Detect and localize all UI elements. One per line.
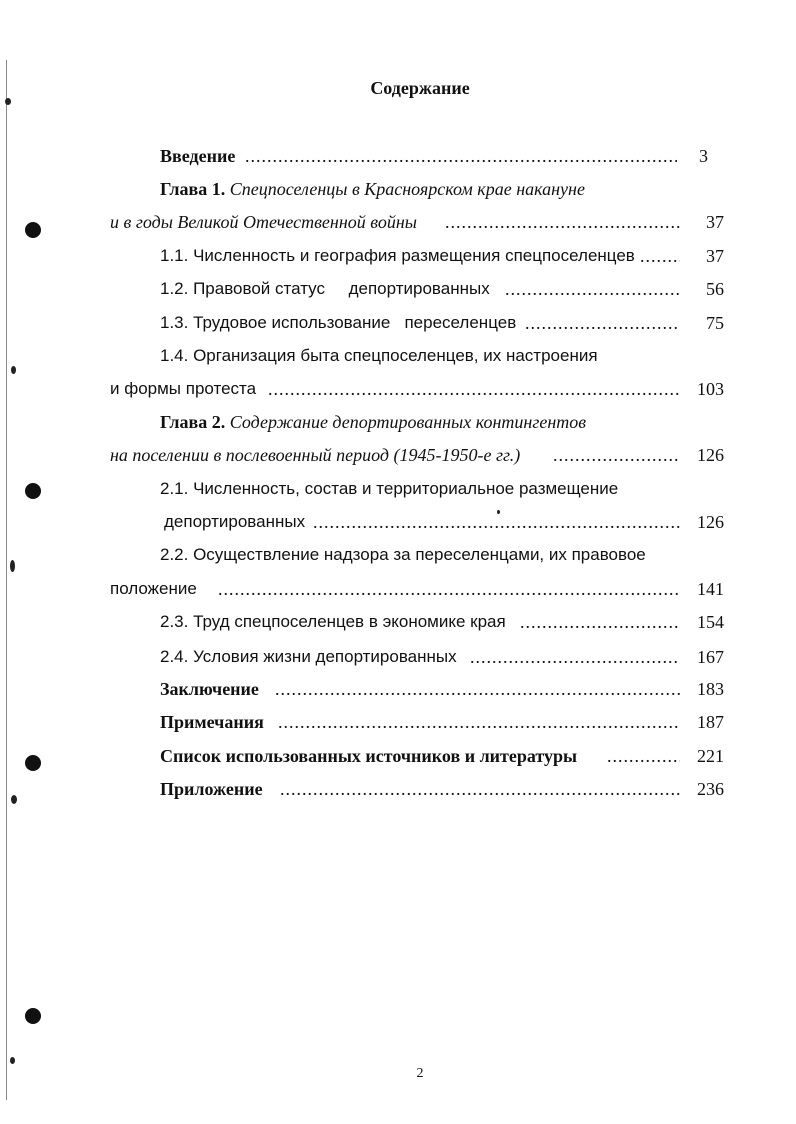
toc-leader-dots bbox=[445, 210, 680, 234]
toc-chapter-label: Глава 1. bbox=[160, 179, 226, 199]
toc-entry-label: 2.4. Условия жизни депортированных bbox=[160, 647, 457, 666]
toc-entry-label-cont: положение bbox=[110, 579, 197, 598]
toc-leader-dots bbox=[275, 677, 680, 701]
toc-entry-2-2-line2 bbox=[0, 577, 796, 601]
toc-entry-chapter-1-line1 bbox=[0, 177, 796, 201]
toc-entry-2-2-line1 bbox=[0, 543, 796, 567]
toc-entry-page: 141 bbox=[697, 579, 724, 599]
toc-entry-1-4-line2 bbox=[0, 377, 796, 401]
toc-entry-page: 37 bbox=[706, 246, 724, 266]
toc-entry-page: 37 bbox=[706, 212, 724, 232]
toc-entry-chapter-2-line1 bbox=[0, 410, 796, 434]
toc-leader-dots bbox=[470, 645, 680, 669]
toc-entry-2-4 bbox=[0, 645, 796, 669]
toc-chapter-label: Глава 2. bbox=[160, 412, 226, 432]
punch-hole bbox=[25, 1008, 41, 1024]
toc-chapter-title-cont: на поселении в послевоенный период (1945-1950-е гг.) bbox=[110, 445, 521, 465]
toc-leader-dots bbox=[553, 443, 680, 467]
toc-entry-label-cont: депортированных bbox=[164, 512, 306, 531]
toc-entry-page: 126 bbox=[697, 512, 724, 532]
toc-entry-page: 187 bbox=[697, 712, 724, 732]
toc-entry-bibliography bbox=[0, 744, 796, 768]
scan-speck bbox=[10, 1057, 15, 1064]
toc-entry-label: 2.2. Осуществление надзора за переселенцами, их правовое bbox=[160, 545, 646, 564]
toc-chapter-title-cont: и в годы Великой Отечественной войны bbox=[110, 212, 417, 232]
toc-entry-chapter-2-line2 bbox=[0, 443, 796, 467]
toc-entry-page: 167 bbox=[697, 647, 724, 667]
toc-entry-page: 183 bbox=[697, 679, 724, 699]
toc-entry-label: 1.4. Организация быта спецпоселенцев, их настроения bbox=[160, 346, 598, 365]
toc-entry-label-cont: и формы протеста bbox=[110, 379, 257, 398]
toc-entry-label: 2.3. Труд спецпоселенцев в экономике края bbox=[160, 612, 506, 631]
toc-entry-page: 56 bbox=[706, 279, 724, 299]
toc-entry-2-1-line2 bbox=[0, 510, 796, 534]
toc-entry-page: 103 bbox=[697, 379, 724, 399]
toc-entry-label: Примечания bbox=[160, 712, 264, 732]
toc-entry-label: Список использованных источников и литературы bbox=[160, 746, 578, 766]
toc-entry-introduction bbox=[0, 144, 796, 168]
toc-entry-label: 1.2. Правовой статус депортированных bbox=[160, 279, 490, 298]
toc-entry-label: 1.3. Трудовое использование переселенцев bbox=[160, 313, 517, 332]
toc-leader-dots bbox=[218, 577, 680, 601]
toc-entry-appendix bbox=[0, 777, 796, 801]
toc-entry-chapter-1-line2 bbox=[0, 210, 796, 234]
toc-leader-dots bbox=[640, 244, 680, 268]
toc-leader-dots bbox=[607, 744, 680, 768]
toc-entry-conclusion bbox=[0, 677, 796, 701]
toc-entry-1-4-line1 bbox=[0, 344, 796, 368]
toc-entry-1-2 bbox=[0, 277, 796, 301]
toc-entry-notes bbox=[0, 710, 796, 734]
toc-entry-2-1-line1 bbox=[0, 477, 796, 501]
toc-entry-page: 3 bbox=[699, 146, 708, 166]
toc-entry-2-3 bbox=[0, 610, 796, 634]
toc-leader-dots bbox=[313, 510, 680, 534]
page-number: 2 bbox=[416, 1066, 424, 1081]
toc-entry-label: 1.1. Численность и география размещения спецпоселенцев bbox=[160, 246, 635, 265]
toc-leader-dots bbox=[505, 277, 680, 301]
toc-chapter-title: Содержание депортированных контингентов bbox=[229, 412, 587, 432]
toc-leader-dots bbox=[280, 777, 680, 801]
toc-entry-label: Приложение bbox=[160, 779, 263, 799]
toc-leader-dots bbox=[245, 144, 677, 168]
toc-chapter-title: Спецпоселенцы в Красноярском крае накануне bbox=[229, 179, 585, 199]
toc-entry-page: 221 bbox=[697, 746, 724, 766]
toc-entry-label: 2.1. Численность, состав и территориальное размещение bbox=[160, 479, 619, 498]
toc-entry-page: 126 bbox=[697, 445, 724, 465]
toc-entry-label: Заключение bbox=[160, 679, 259, 699]
toc-leader-dots bbox=[525, 311, 680, 335]
toc-entry-1-1 bbox=[0, 244, 796, 268]
scan-speck bbox=[5, 98, 11, 105]
toc-entry-page: 154 bbox=[697, 612, 724, 632]
toc-entry-page: 236 bbox=[697, 779, 724, 799]
toc-entry-label: Введение bbox=[160, 146, 236, 166]
toc-leader-dots bbox=[268, 377, 680, 401]
toc-entry-page: 75 bbox=[706, 313, 724, 333]
toc-leader-dots bbox=[520, 610, 680, 634]
page-title: Содержание bbox=[370, 78, 470, 98]
toc-entry-1-3 bbox=[0, 311, 796, 335]
toc-leader-dots bbox=[278, 710, 680, 734]
